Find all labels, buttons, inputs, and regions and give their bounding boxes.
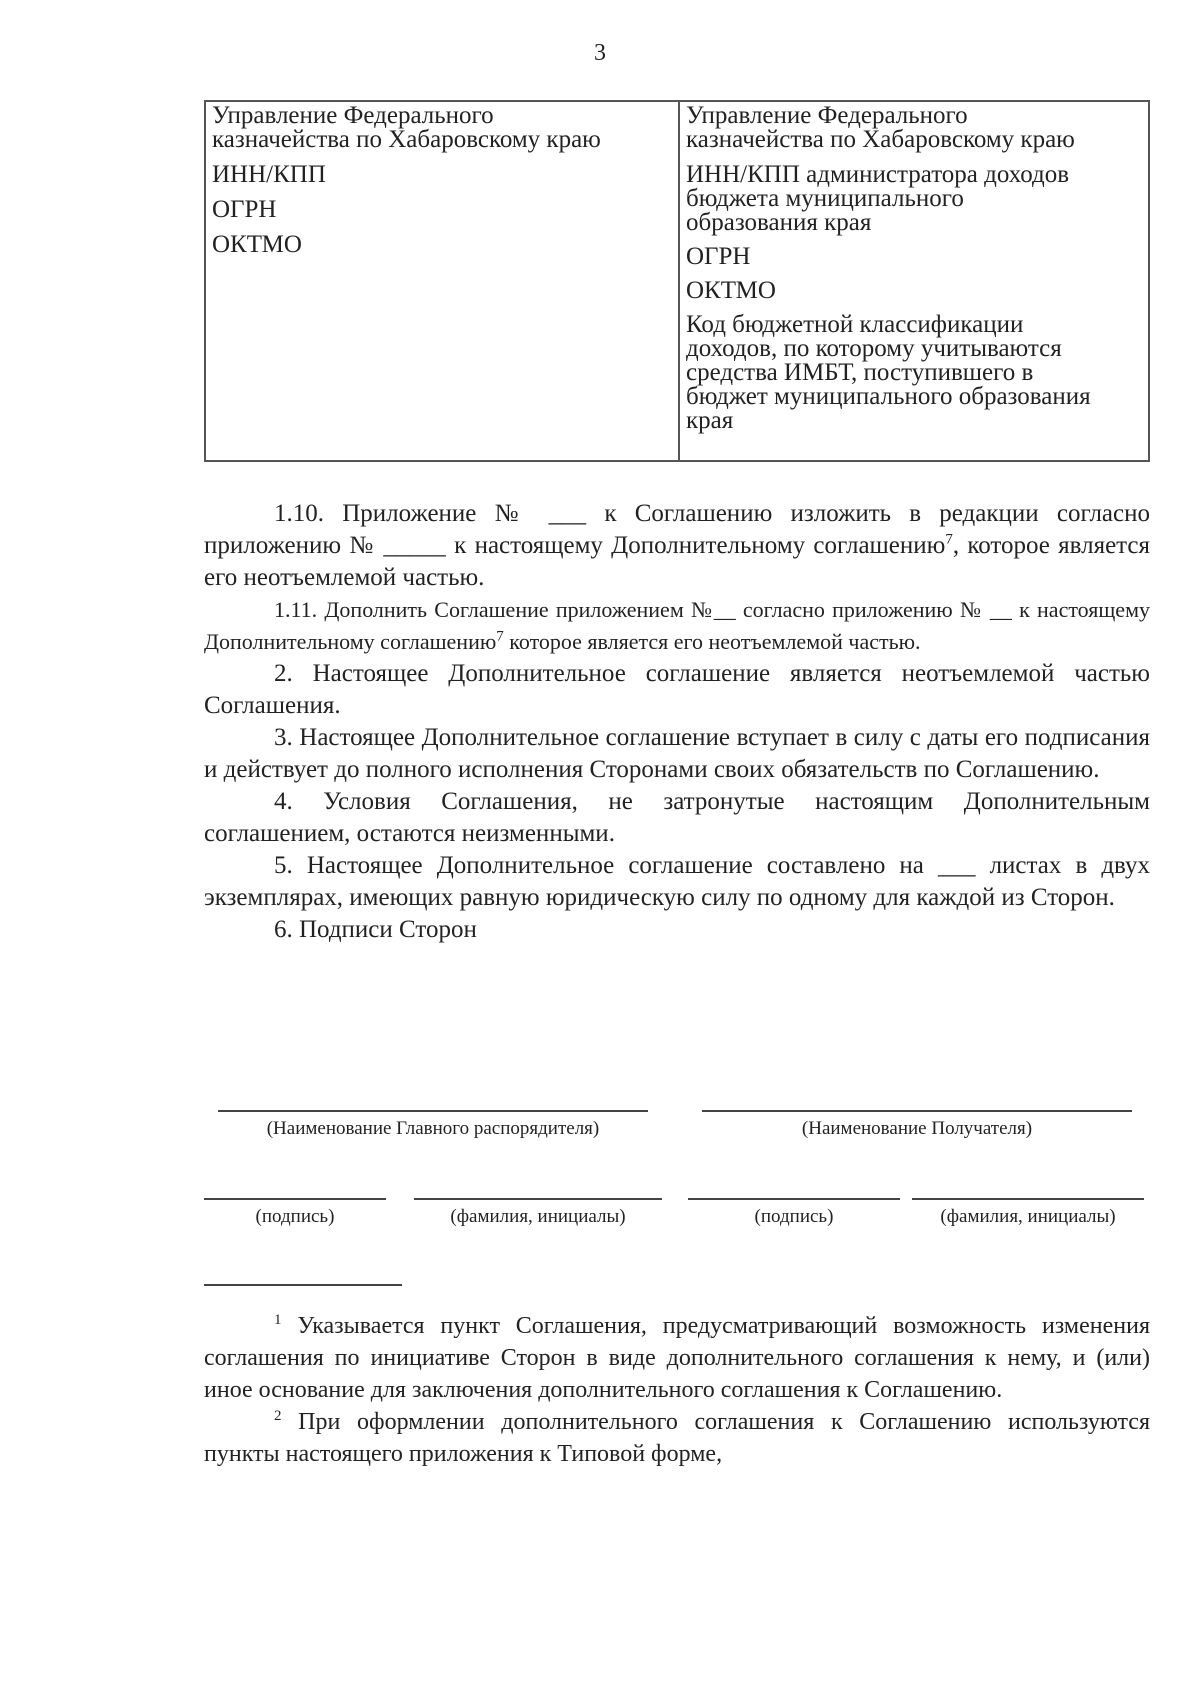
- oktmo-right: ОКТМО: [686, 277, 776, 304]
- recipient-name-caption: (Наименование Получателя): [801, 1118, 1033, 1139]
- paragraph-1-11-text: 1.11. Дополнить Соглашение приложением №__ согласно приложению № __ к настоящему Дополнительному соглашению: [204, 597, 1150, 654]
- footnote-ref-7-a: 7: [945, 531, 953, 548]
- chief-name-line: [218, 1110, 648, 1112]
- ogrn-left: ОГРН: [212, 196, 277, 223]
- chief-name-caption: (Наименование Главного распорядителя): [266, 1118, 600, 1139]
- footnote-separator: [204, 1284, 402, 1286]
- chief-signature-caption: (подпись): [255, 1206, 335, 1227]
- requisites-column-right: [680, 102, 1148, 460]
- footnote-2-mark: 2: [274, 1408, 282, 1424]
- footnotes: [204, 1310, 1150, 1470]
- footnote-1: [204, 1310, 1150, 1406]
- recipient-signature-caption: (подпись): [754, 1206, 834, 1227]
- agreement-body: [204, 498, 1150, 946]
- budget-classification-code-right: Код бюджетной классификации доходов, по которому учитываются средства ИМБТ, поступившего в бюджет муниципального образования края: [686, 311, 1091, 434]
- paragraph-6: 6. Подписи Сторон: [274, 916, 477, 943]
- requisites-column-left: [206, 102, 680, 460]
- paragraph-2: 2. Настоящее Дополнительное соглашение является неотъемлемой частью Соглашения.: [204, 660, 1150, 719]
- page-number: 3: [594, 40, 606, 66]
- chief-initials-caption: (фамилия, инициалы): [450, 1206, 626, 1227]
- requisites-table: [204, 100, 1150, 462]
- chief-signature-line: [204, 1198, 386, 1200]
- recipient-initials-line: [912, 1198, 1144, 1200]
- oktmo-left: ОКТМО: [212, 231, 302, 258]
- inn-kpp-right: ИНН/КПП администратора доходов бюджета муниципального образования края: [686, 161, 1070, 236]
- paragraph-4: 4. Условия Соглашения, не затронутые настоящим Дополнительным соглашением, остаются неизменными.: [204, 788, 1150, 847]
- paragraph-1-11: [204, 594, 1150, 658]
- paragraph-1-10-tail: , которое является его неотъемлемой частью.: [204, 532, 1150, 591]
- footnote-1-text: Указывается пункт Соглашения, предусматривающий возможность изменения соглашения по инициативе Сторон в виде дополнительного соглашения к нему, и (или) иное основание для заключения дополнительного соглашения к Соглашению.: [204, 1313, 1150, 1403]
- ogrn-right: ОГРН: [686, 243, 751, 270]
- recipient-signature-line: [688, 1198, 900, 1200]
- paragraph-1-10-text: 1.10. Приложение № ___ к Соглашению изложить в редакции согласно приложению № _____ к настоящему Дополнительному соглашению: [204, 500, 1150, 559]
- paragraph-5: 5. Настоящее Дополнительное соглашение составлено на ___ листах в двух экземплярах, имеющих равную юридическую силу по одному для каждой из Сторон.: [204, 852, 1150, 911]
- recipient-name-line: [702, 1110, 1132, 1112]
- paragraph-1-11-tail: которое является его неотъемлемой частью.: [503, 629, 921, 654]
- treasury-name-right: Управление Федерального казначейства по Хабаровскому краю: [686, 102, 1075, 153]
- chief-initials-line: [414, 1198, 662, 1200]
- footnote-2-text: При оформлении дополнительного соглашения к Соглашению используются пункты настоящего приложения к Типовой форме,: [204, 1409, 1150, 1467]
- footnote-ref-7-b: 7: [496, 628, 504, 645]
- recipient-initials-caption: (фамилия, инициалы): [940, 1206, 1116, 1227]
- inn-kpp-left: ИНН/КПП: [212, 161, 326, 188]
- paragraph-1-10: [204, 498, 1150, 594]
- treasury-name-left: Управление Федерального казначейства по Хабаровскому краю: [212, 102, 601, 153]
- paragraph-3: 3. Настоящее Дополнительное соглашение вступает в силу с даты его подписания и действует до полного исполнения Сторонами своих обязательств по Соглашению.: [204, 724, 1150, 783]
- footnote-2: [204, 1406, 1150, 1470]
- footnote-1-mark: 1: [274, 1312, 282, 1328]
